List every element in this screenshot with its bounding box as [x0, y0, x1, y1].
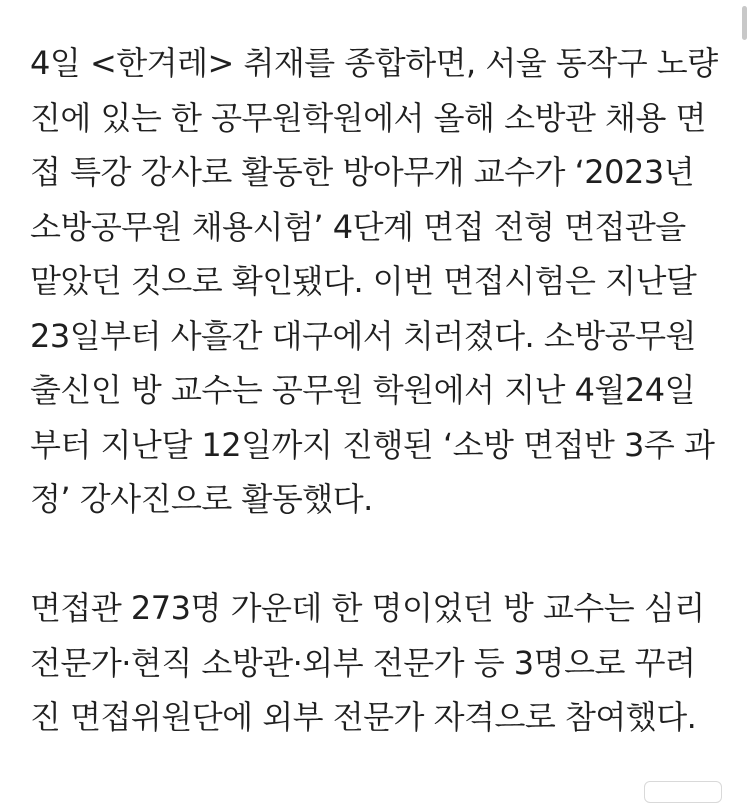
text-line: 부터 지난달 12일까지 진행된 ‘소방 면접반 3주 과 [30, 425, 715, 464]
paragraph-2 [30, 581, 730, 745]
text-line: 4일 <한겨레> 취재를 종합하면, 서울 동작구 노량 [30, 44, 718, 82]
paragraph-spacer [30, 527, 730, 582]
article-body [30, 36, 730, 745]
text-line: 면접관 273명 가운데 한 명이었던 방 교수는 심리 [30, 589, 705, 627]
bottom-widget[interactable] [644, 781, 722, 803]
text-line: 23일부터 사흘간 대구에서 치러졌다. 소방공무원 [30, 316, 696, 355]
paragraph-1 [30, 36, 730, 527]
text-line: 전문가·현직 소방관·외부 전문가 등 3명으로 꾸려 [30, 643, 696, 682]
text-line: 소방공무원 채용시험’ 4단계 면접 전형 면접관을 [30, 207, 686, 246]
scrollbar[interactable] [742, 6, 747, 40]
text-line: 진 면접위원단에 외부 전문가 자격으로 참여했다. [30, 698, 697, 736]
text-line: 출신인 방 교수는 공무원 학원에서 지난 4월24일 [30, 371, 696, 409]
text-line: 정’ 강사진으로 활동했다. [30, 480, 373, 518]
text-line: 접 특강 강사로 활동한 방아무개 교수가 ‘2023년 [30, 153, 695, 191]
text-line: 맡았던 것으로 확인됐다. 이번 면접시험은 지난달 [30, 262, 697, 300]
text-line: 진에 있는 한 공무원학원에서 올해 소방관 채용 면 [30, 98, 706, 137]
